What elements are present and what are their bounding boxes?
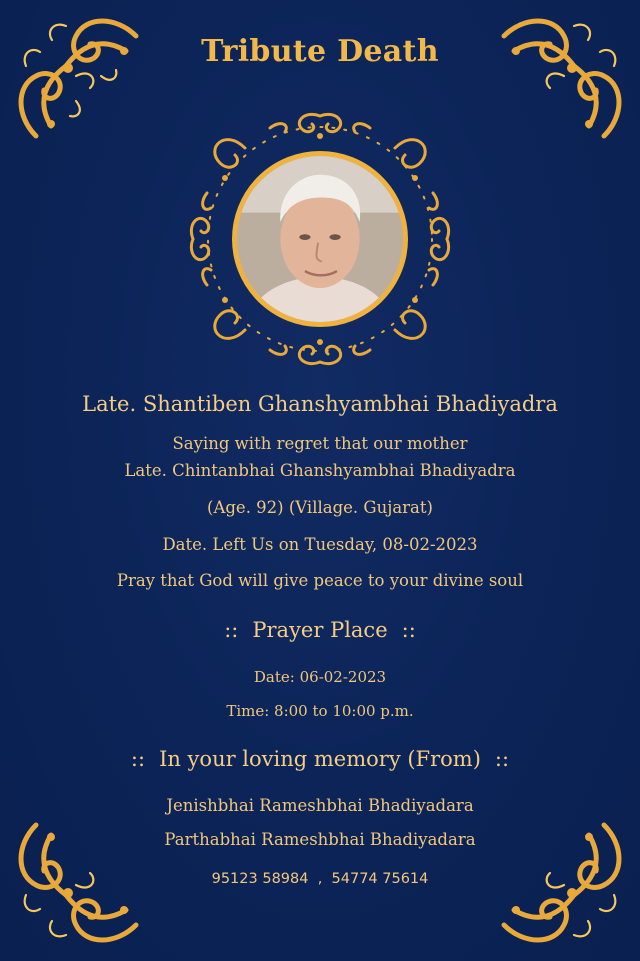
- prayer-place-heading: [0, 618, 640, 642]
- prayer-text: Pray that God will give peace to your divine soul: [116, 571, 524, 590]
- corner-flourish-icon: [494, 6, 634, 146]
- corner-flourish-icon: [6, 6, 146, 146]
- prayer-date: Date: 06-02-2023: [253, 668, 387, 686]
- memory-heading: [0, 747, 640, 771]
- message-line-2: Late. Chintanbhai Ghanshyambhai Bhadiyadra: [124, 461, 516, 480]
- prayer-time: Time: 8:00 to 10:00 p.m.: [226, 702, 414, 720]
- date-left: Date. Left Us on Tuesday, 08-02-2023: [162, 535, 478, 554]
- separator: ::: [224, 618, 239, 642]
- family-name-2: Parthabhai Rameshbhai Bhadiyadara: [164, 830, 476, 849]
- separator: ::: [401, 618, 416, 642]
- separator: ::: [494, 747, 510, 771]
- deceased-name: Late. Shantiben Ghanshyambhai Bhadiyadra: [82, 392, 558, 416]
- family-name-1: Jenishbhai Rameshbhai Bhadiyadara: [166, 796, 474, 815]
- separator: ::: [130, 747, 146, 771]
- prayer-place-title: Prayer Place: [252, 618, 388, 642]
- phone-numbers: 95123 58984 , 54774 75614: [211, 871, 429, 887]
- portrait-frame: [185, 108, 455, 370]
- page-title: Tribute Death: [201, 34, 439, 69]
- memory-title: In your loving memory (From): [159, 747, 481, 771]
- message-line-1: Saying with regret that our mother: [172, 434, 468, 453]
- age-village: (Age. 92) (Village. Gujarat): [207, 498, 433, 517]
- portrait-photo: [232, 151, 408, 327]
